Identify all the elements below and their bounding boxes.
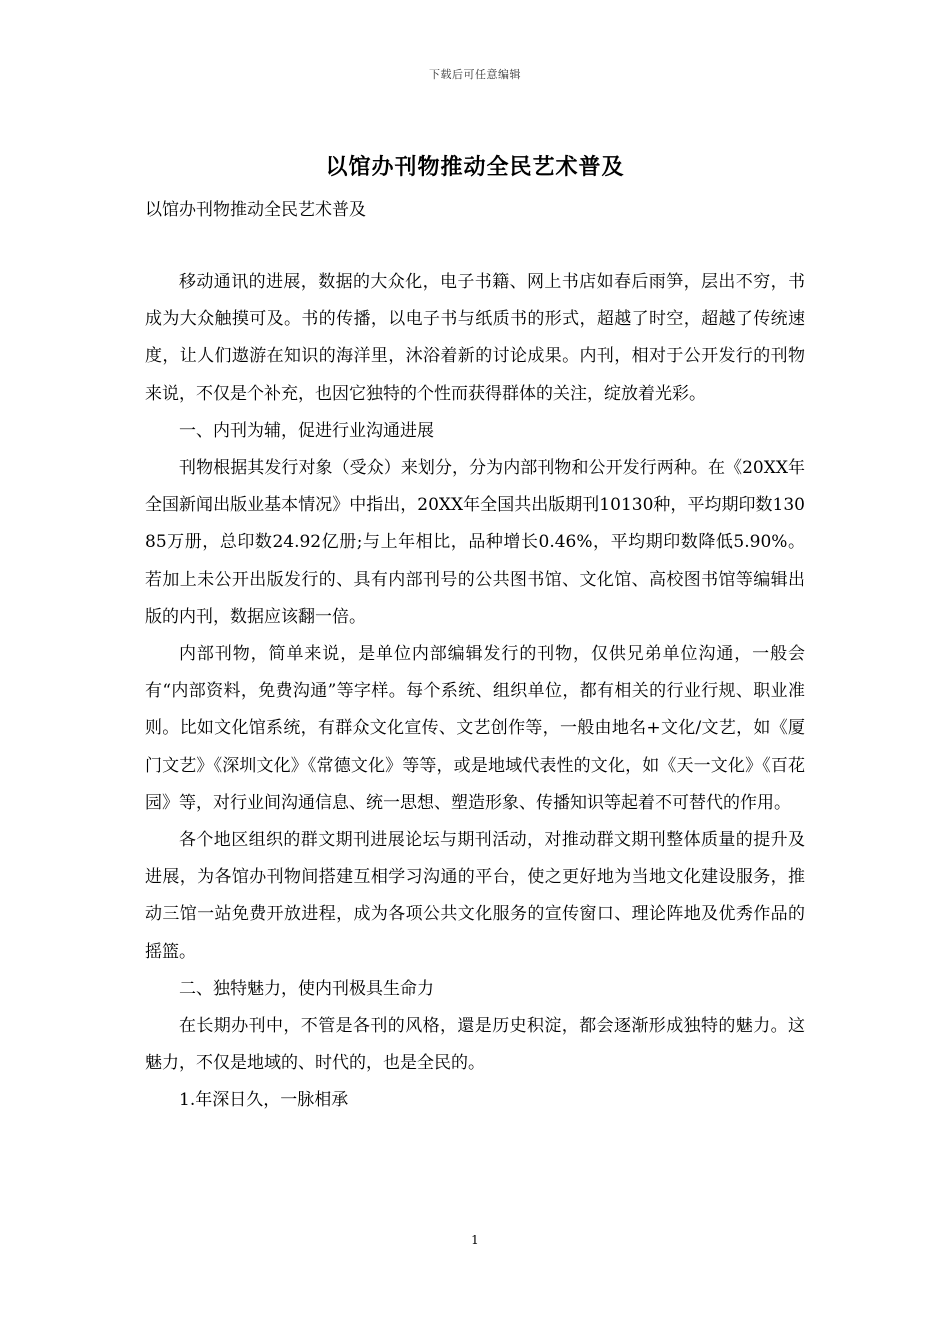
document-body [145,192,805,1120]
paragraph-forums: 各个地区组织的群文期刊进展论坛与期刊活动，对推动群文期刊整体质量的提升及进展，为各馆办刊物间搭建互相学习沟通的平台，使之更好地为当地文化建设服务，推动三馆一站免费开放进程，成为各项公共文化服务的宣传窗口、理论阵地及优秀作品的摇篮。 [145,830,805,962]
document-title: 以馆办刊物推动全民艺术普及 [325,154,625,180]
paragraph-statistics: 刊物根据其发行对象（受众）来划分，分为内部刊物和公开发行两种。在《20XX年全国新闻出版业基本情况》中指出，20XX年全国共出版期刊10130种，平均期印数13085万册，总印数24.92亿册;与上年相比，品种增长0.46%，平均期印数降低5.90%。若加上未公开出版发行的、具有内部刊号的公共图书馆、文化馆、高校图书馆等编辑出版的内刊，数据应该翻一倍。 [145,458,805,627]
paragraph-charm: 在长期办刊中，不管是各刊的风格，還是历史积淀，都会逐渐形成独特的魅力。这魅力，不仅是地域的、时代的，也是全民的。 [145,1016,805,1074]
paragraph-internal-publications: 内部刊物，简单来说，是单位内部编辑发行的刊物，仅供兄弟单位沟通，一般会有“内部资料，免费沟通”等字样。每个系统、组织单位，都有相关的行业行规、职业准则。比如文化馆系统，有群众文化宣传、文艺创作等，一般由地名+文化/文艺，如《厦门文艺》《深圳文化》《常德文化》等等，或是地域代表性的文化，如《天一文化》《百花园》等，对行业间沟通信息、统一思想、塑造形象、传播知识等起着不可替代的作用。 [145,644,805,813]
document-subtitle: 以馆办刊物推动全民艺术普及 [145,200,366,220]
subsection-heading-1: 1.年深日久，一脉相承 [179,1090,349,1111]
page-number: 1 [471,1233,479,1247]
section-heading-2: 二、独特魅力，使内刊极具生命力 [179,978,434,999]
paragraph-intro: 移动通讯的进展，数据的大众化，电子书籍、网上书店如春后雨笋，层出不穷，书成为大众触摸可及。书的传播，以电子书与纸质书的形式，超越了时空，超越了传统速度，让人们遨游在知识的海洋里，沐浴着新的讨论成果。内刊，相对于公开发行的刊物来说，不仅是个补充，也因它独特的个性而获得群体的关注，绽放着光彩。 [145,272,805,404]
section-heading-1: 一、内刊为辅，促进行业沟通进展 [179,420,434,441]
header-note: 下载后可任意编辑 [429,68,521,81]
